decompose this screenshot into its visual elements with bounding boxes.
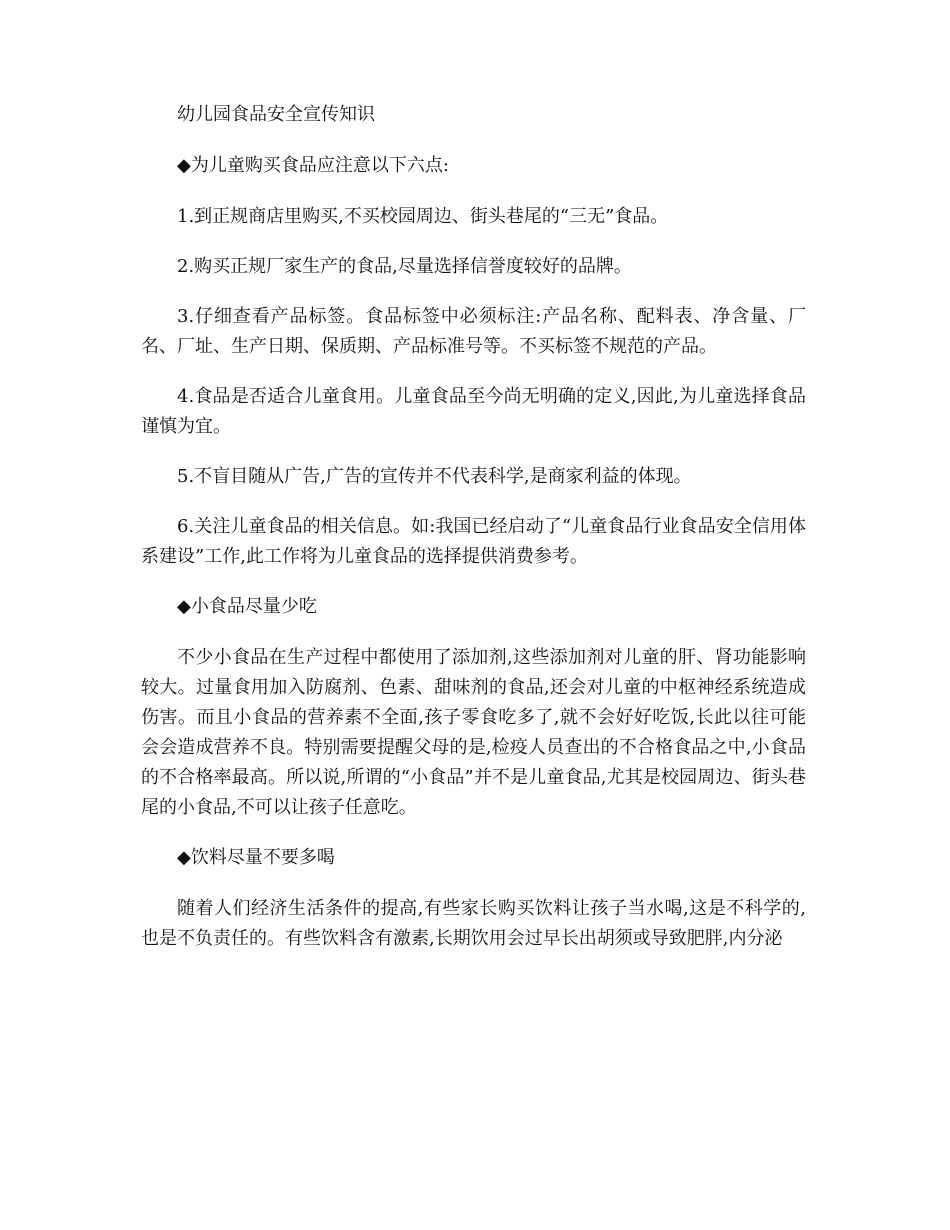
snacks-paragraph: 不少小食品在生产过程中都使用了添加剂,这些添加剂对儿童的肝、肾功能影响较大。过量食用加入防腐剂、色素、甜味剂的食品,还会对儿童的中枢神经系统造成伤害。而且小食品的营养素不全面,孩子零食吃多了,就不会好好吃饭,长此以往可能会会造成营养不良。特别需要提醒父母的是,检疫人员查出的不合格食品之中,小食品的不合格率最高。所以说,所谓的“小食品”并不是儿童食品,尤其是校园周边、街头巷尾的小食品,不可以让孩子任意吃。 bbox=[141, 647, 806, 818]
document-body bbox=[141, 100, 806, 974]
section-heading-snacks: ◆小食品尽量少吃 bbox=[177, 596, 317, 617]
section-heading-purchase-tips: ◆为儿童购买食品应注意以下六点: bbox=[177, 155, 449, 176]
tip-paragraph-6: 6.关注儿童食品的相关信息。如:我国已经启动了“儿童食品行业食品安全信用体系建设”工作,此工作将为儿童食品的选择提供消费参考。 bbox=[141, 516, 806, 567]
drinks-paragraph: 随着人们经济生活条件的提高,有些家长购买饮料让孩子当水喝,这是不科学的,也是不负责任的。有些饮料含有激素,长期饮用会过早长出胡须或导致肥胖,内分泌 bbox=[141, 898, 806, 949]
tip-paragraph-1: 1.到正规商店里购买,不买校园周边、街头巷尾的“三无”食品。 bbox=[177, 206, 669, 227]
document-title: 幼儿园食品安全宣传知识 bbox=[177, 104, 375, 125]
tip-paragraph-2: 2.购买正规厂家生产的食品,尽量选择信誉度较好的品牌。 bbox=[177, 256, 632, 277]
tip-paragraph-5: 5.不盲目随从广告,广告的宣传并不代表科学,是商家利益的体现。 bbox=[177, 466, 692, 487]
section-heading-drinks: ◆饮料尽量不要多喝 bbox=[177, 847, 335, 868]
tip-paragraph-3: 3.仔细查看产品标签。食品标签中必须标注:产品名称、配料表、净含量、厂名、厂址、生产日期、保质期、产品标准号等。不买标签不规范的产品。 bbox=[141, 306, 806, 357]
tip-paragraph-4: 4.食品是否适合儿童食用。儿童食品至今尚无明确的定义,因此,为儿童选择食品谨慎为宜。 bbox=[141, 386, 806, 437]
